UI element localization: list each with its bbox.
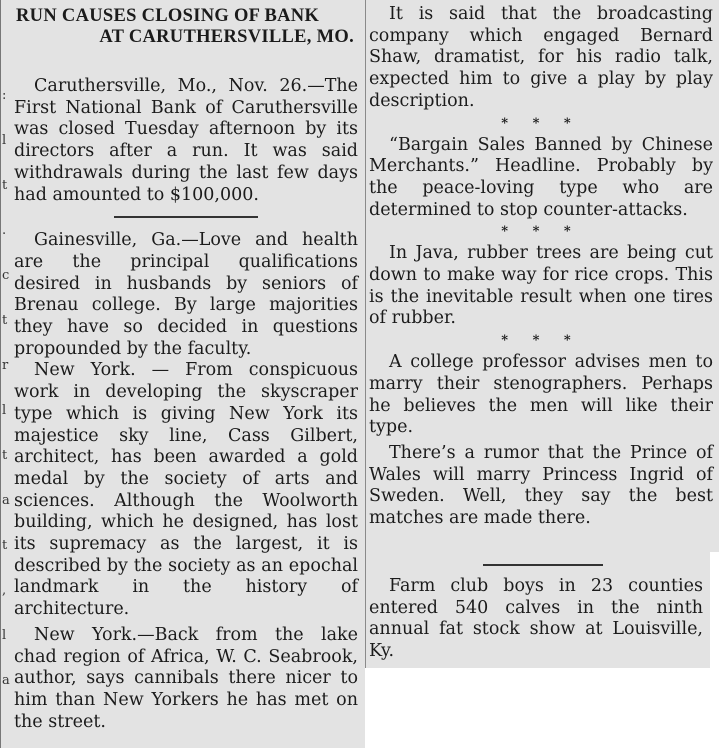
- margin-fragment: l: [2, 133, 7, 148]
- margin-fragment: t: [2, 448, 8, 463]
- margin-fragment: t: [2, 538, 8, 553]
- margin-fragment: .: [2, 223, 7, 238]
- star-separator: * * *: [501, 333, 581, 349]
- right-lower-clipping: [365, 552, 710, 668]
- right-column-clipping: [365, 0, 719, 552]
- item-bargain-sales: “Bargain Sales Banned by Chinese Merchants.” Headline. Probably by the peace-loving type who are determined to stop counter-attacks.: [369, 134, 713, 220]
- margin-fragment: a: [2, 493, 10, 508]
- star-separator: * * *: [501, 224, 581, 240]
- article-bank-closing: Caruthersville, Mo., Nov. 26.—The First National Bank of Caruthersville was closed Tuesday afternoon by its directors after a run. It was said withdrawals during the last few days had amounted to $100,000.: [14, 76, 358, 205]
- lower-divider: [483, 564, 603, 566]
- margin-fragment: c: [2, 268, 10, 283]
- margin-fragment: a: [2, 673, 10, 688]
- column-gutter-rule: [365, 0, 366, 668]
- lower-article-column: [369, 576, 703, 663]
- right-article-column: [369, 4, 713, 530]
- item-broadcasting: It is said that the broadcasting company which engaged Bernard Shaw, dramatist, for his radio talk, expected him to give a play by play description.: [369, 4, 713, 111]
- article-seabrook: New York.—Back from the lake chad region of Africa, W. C. Seabrook, author, says cannibals there nicer to him than New Yorkers he has met on the street.: [14, 624, 358, 732]
- margin-fragment: t: [2, 178, 8, 193]
- margin-fragment: t: [2, 313, 8, 328]
- item-farm-club: Farm club boys in 23 counties entered 540 calves in the ninth annual fat stock show at Louisville, Ky.: [369, 576, 703, 662]
- article-skyscraper: New York. — From conspicuous work in developing the skyscraper type which is giving New York its majestice sky line, Cass Gilbert, architect, has been awarded a gold medal by the society of arts and sciences. Although the Woolworth building, which he designed, has lost its supremacy as the largest, it is described by the society as an epochal landmark in the history of architecture.: [14, 360, 358, 620]
- item-prince-of-wales: There’s a rumor that the Prince of Wales will marry Princess Ingrid of Sweden. Well, they say the best matches are made there.: [369, 442, 713, 529]
- left-article-column: [14, 6, 358, 733]
- margin-fragment: l: [2, 403, 7, 418]
- margin-fragment: :: [2, 88, 7, 103]
- item-college-professor: A college professor advises men to marry their stenographers. Perhaps he believes the men will like their type.: [369, 352, 713, 438]
- margin-fragment: r: [2, 358, 9, 373]
- star-separator: * * *: [501, 115, 581, 131]
- item-java-rubber: In Java, rubber trees are being cut down to make way for rice crops. This is the inevitable result when one tires of rubber.: [369, 243, 713, 329]
- margin-fragment: l: [2, 628, 7, 643]
- margin-fragment: ,: [2, 583, 7, 598]
- left-edge-rule: [0, 0, 1, 748]
- headline-line-2: AT CARUTHERSVILLE, MO.: [99, 27, 354, 47]
- article-gainesville: Gainesville, Ga.—Love and health are the principal qualifications desired in husbands by seniors of Brenau college. By large majorities they have so decided in questions propounded by the faculty.: [14, 230, 358, 359]
- headline-line-1: RUN CAUSES CLOSING OF BANK: [16, 6, 320, 26]
